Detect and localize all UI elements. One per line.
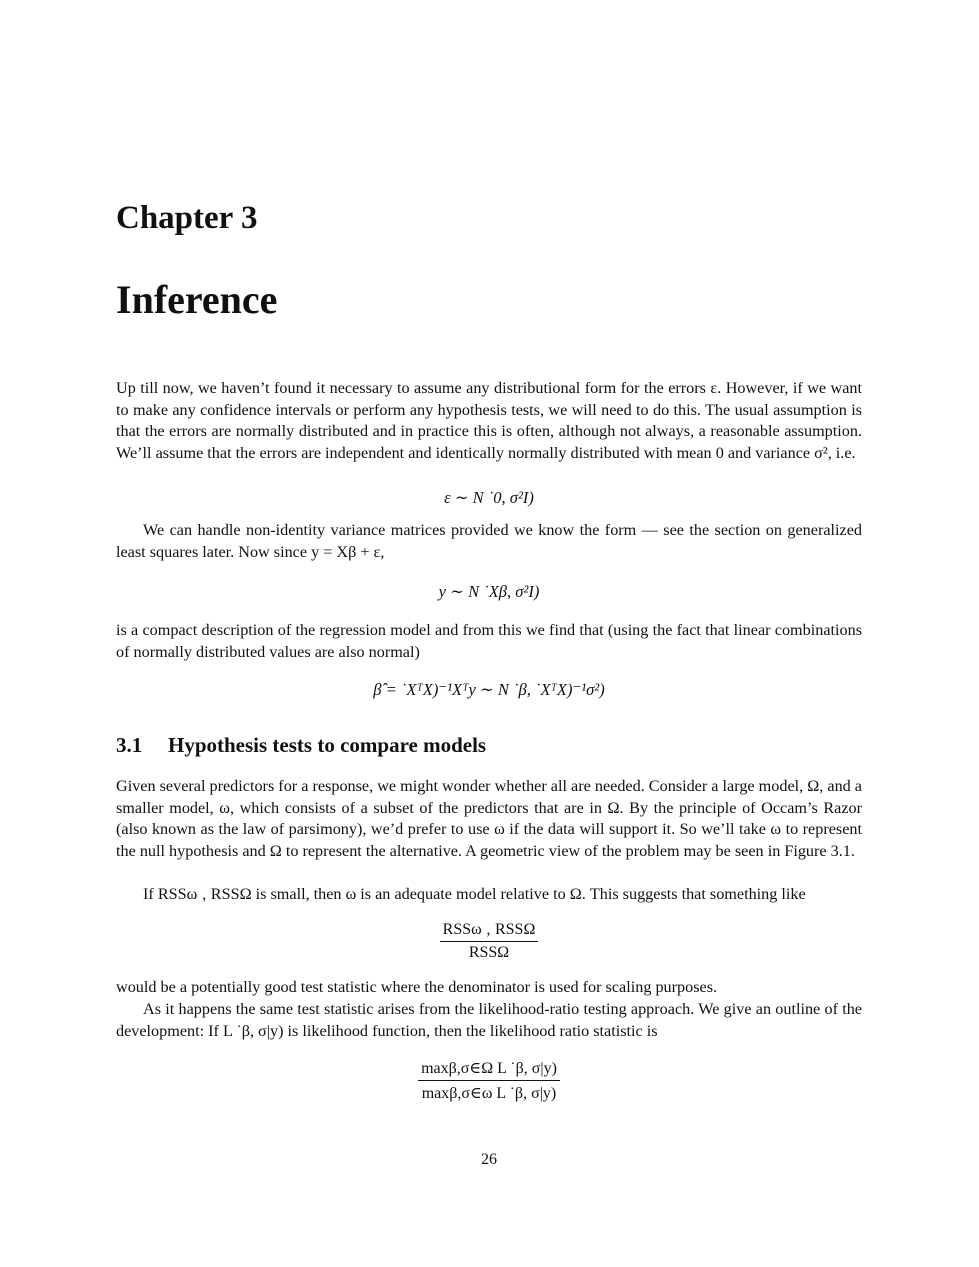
likelihood-ratio-denominator: maxβ,σ∈ω L ˙β, σ|y) [421,1085,557,1102]
equation-error-distribution: ε ∼ N ˙0, σ²I) [444,488,534,507]
rss-ratio-denominator: RSSΩ [468,944,510,961]
section-heading [116,733,486,758]
chapter-title: Inference [116,277,278,322]
intro-paragraph-2: We can handle non-identity variance matrices provided we know the form — see the section on generalized least squares later. Now since y = Xβ + ε, [116,521,862,561]
intro-paragraph-3: is a compact description of the regression model and from this we find that (using the fact that linear combinations of normally distributed values are also normal) [116,621,862,661]
equation-response-distribution: y ∼ N ˙Xβ, σ²I) [438,582,540,601]
likelihood-ratio-numerator: maxβ,σ∈Ω L ˙β, σ|y) [418,1058,560,1081]
section-paragraph-1: Given several predictors for a response, we might wonder whether all are needed. Consider a large model, Ω, and a smaller model, ω, which consists of a subset of the predictors that are in Ω. By the principle of Occam’s Razor (also known as the law of parsimony), we’d prefer to use ω if the data will support it. So we’ll take ω to represent the null hypothesis and Ω to represent the alternative. A geometric view of the problem may be seen in Figure 3.1. [116,777,862,860]
section-paragraph-3: would be a potentially good test statistic where the denominator is used for scaling purposes. [116,978,718,996]
page-number: 26 [481,1151,497,1168]
section-number: 3.1 [116,733,143,757]
section-title: Hypothesis tests to compare models [168,733,487,757]
section-paragraph-2: If RSSω ‚ RSSΩ is small, then ω is an adequate model relative to Ω. This suggests that something like [143,885,806,903]
equation-beta-hat-distribution: β̂ = ˙XᵀX)⁻¹Xᵀy ∼ N ˙β, ˙XᵀX)⁻¹σ²) [373,680,605,699]
rss-ratio-fraction [116,921,862,962]
chapter-label: Chapter 3 [116,200,258,236]
rss-ratio-numerator: RSSω ‚ RSSΩ [440,921,539,942]
intro-paragraph-1: Up till now, we haven’t found it necessary to assume any distributional form for the errors ε. However, if we want to make any confidence intervals or perform any hypothesis tests, we will need to do this. The usual assumption is that the errors are normally distributed and in practice this is often, although not always, a reasonable assumption. We’ll assume that the errors are independent and identically normally distributed with mean 0 and variance σ², i.e. [116,379,862,462]
likelihood-ratio-fraction [116,1058,862,1103]
section-paragraph-4: As it happens the same test statistic arises from the likelihood-ratio testing approach. We give an outline of the development: If L ˙β, σ|y) is likelihood function, then the likelihood ratio statistic is [116,1000,862,1040]
